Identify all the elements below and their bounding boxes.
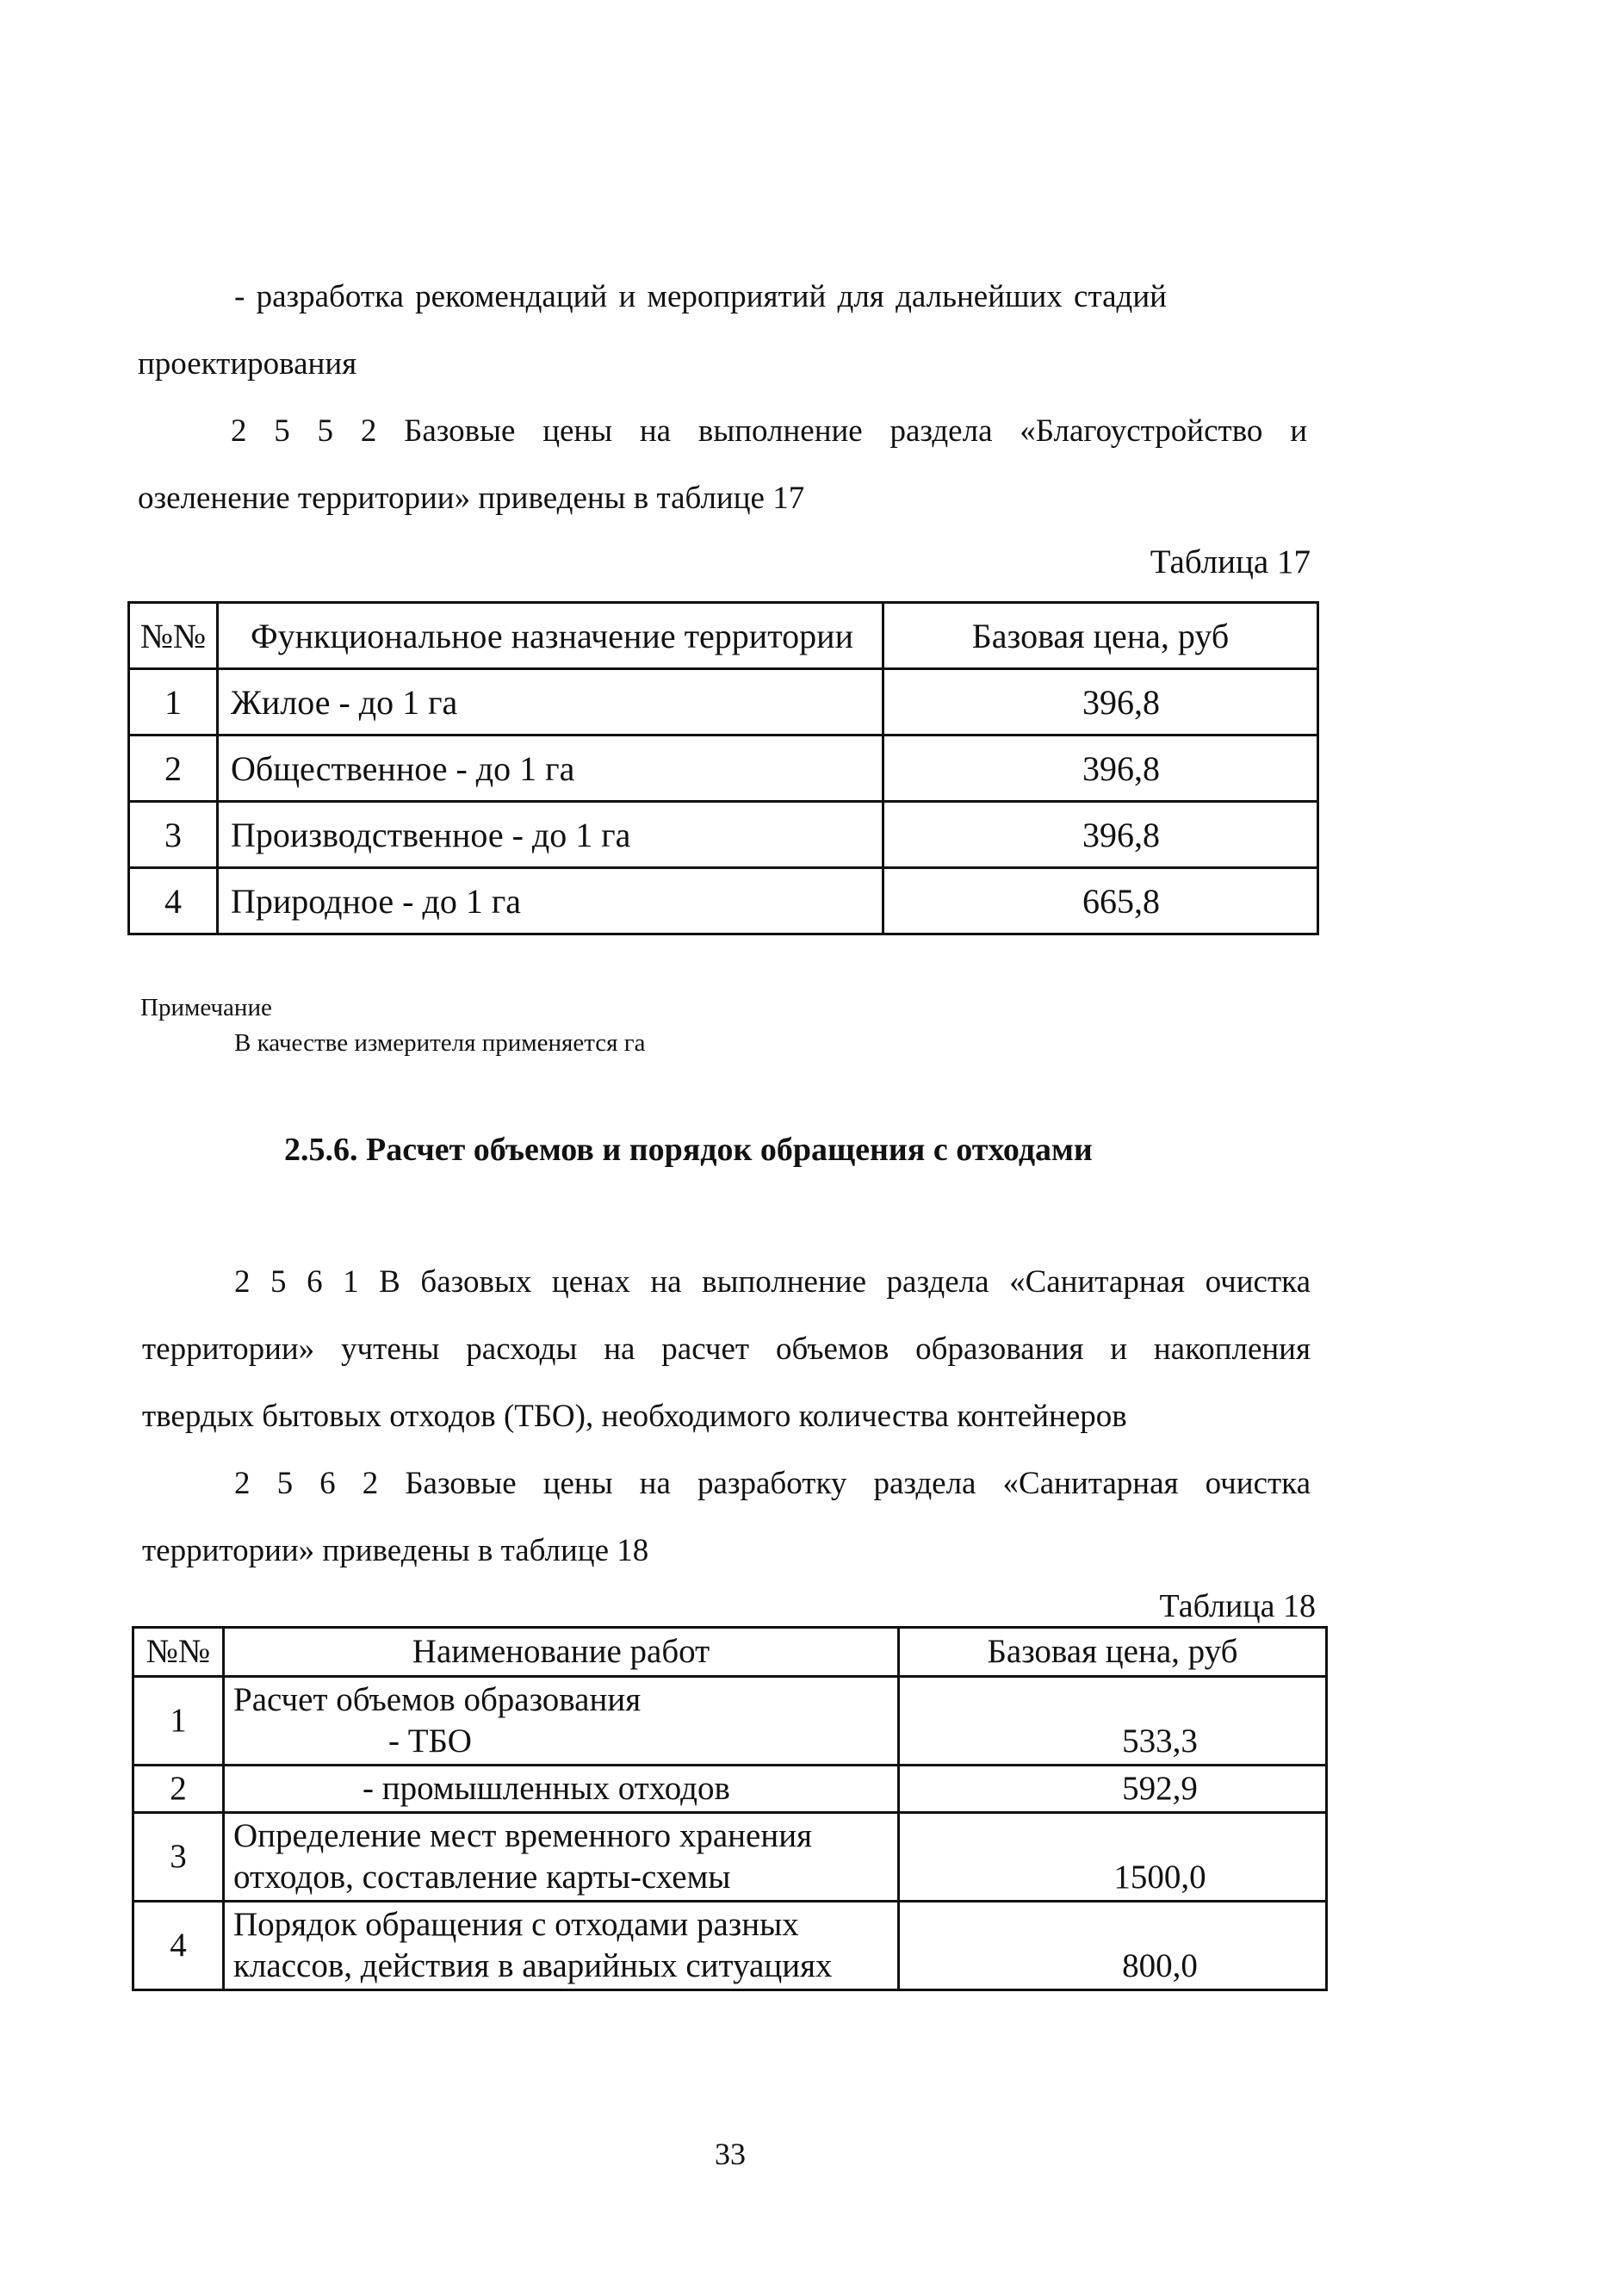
table-18-header-name: Наименование работ [224, 1628, 899, 1677]
page-number: 33 [715, 2137, 746, 2171]
table-18-row-4-name-line-2: классов, действия в аварийных ситуациях [233, 1947, 833, 1984]
table-18-row-1-name [224, 1677, 899, 1766]
table-row [133, 1813, 1327, 1902]
intro-line-2: проектирования [138, 346, 357, 382]
table-row [129, 736, 1318, 802]
table-18-row-3-price-cell [899, 1813, 1327, 1902]
table-row [129, 669, 1318, 736]
table-18-row-4-price: 800,0 [1122, 1947, 1198, 1984]
table-18-row-4-name [224, 1902, 899, 1990]
table-17-row-2-price: 396,8 [883, 736, 1318, 802]
table-17-row-3-price: 396,8 [883, 802, 1318, 868]
table-17-caption: Таблица 17 [1150, 543, 1311, 580]
table-18-row-1-price: 533,3 [1122, 1722, 1198, 1760]
table-17-header-row [129, 603, 1318, 669]
table-18 [132, 1626, 1328, 1991]
section-heading: 2.5.6. Расчет объемов и порядок обращения с отходами [284, 1132, 1093, 1168]
table-row [129, 868, 1318, 934]
table-17-header-price: Базовая цена, руб [883, 603, 1318, 669]
table-17-row-2-num: 2 [129, 736, 218, 802]
table-18-row-4-name-line-1: Порядок обращения с отходами разных [233, 1906, 799, 1943]
table-row [133, 1677, 1327, 1766]
table-17-row-4-name: Природное - до 1 га [218, 868, 883, 934]
table-17-row-1-name: Жилое - до 1 га [218, 669, 883, 736]
table-17-header-num: №№ [129, 603, 218, 669]
table-18-caption: Таблица 18 [1159, 1588, 1316, 1624]
table-17 [127, 601, 1319, 935]
table-17-row-4-price: 665,8 [883, 868, 1318, 934]
table-18-row-3-name [224, 1813, 899, 1902]
table-18-row-3-name-line-2: отходов, составление карты-схемы [233, 1859, 731, 1896]
note-title: Примечание [140, 994, 272, 1021]
table-18-row-2-price-cell [899, 1766, 1327, 1813]
table-18-row-3-price: 1500,0 [1113, 1859, 1206, 1896]
table-17-header-name: Функциональное назначение территории [218, 603, 883, 669]
table-18-row-4-price-cell [899, 1902, 1327, 1990]
table-17-row-1-num: 1 [129, 669, 218, 736]
table-18-header-row [133, 1628, 1327, 1677]
table-18-row-3-num: 3 [133, 1813, 224, 1902]
table-18-row-4-num: 4 [133, 1902, 224, 1990]
table-row [129, 802, 1318, 868]
table-17-row-4-num: 4 [129, 868, 218, 934]
intro-line-1: - разработка рекомендаций и мероприятий для дальнейших стадий [234, 279, 1167, 314]
table-18-row-2-num: 2 [133, 1766, 224, 1813]
table-17-row-1-price: 396,8 [883, 669, 1318, 736]
table-18-row-1-num: 1 [133, 1677, 224, 1766]
table-row [133, 1902, 1327, 1990]
table-17-row-2-name: Общественное - до 1 га [218, 736, 883, 802]
note-text: В качестве измерителя применяется га [234, 1029, 646, 1057]
para-2561-line-2: территории» учтены расходы на расчет объемов образования и накопления [142, 1331, 1311, 1367]
table-row [133, 1766, 1327, 1813]
table-18-row-2-price: 592,9 [1122, 1770, 1198, 1807]
table-17-row-3-name: Производственное - до 1 га [218, 802, 883, 868]
table-18-row-2-name [224, 1766, 899, 1813]
table-17-row-3-num: 3 [129, 802, 218, 868]
para-2552-line-1: 2 5 5 2 Базовые цены на выполнение раздела «Благоустройство и [231, 413, 1307, 449]
table-18-header-num: №№ [133, 1628, 224, 1677]
table-18-row-1-price-cell [899, 1677, 1327, 1766]
para-2561-line-1: 2 5 6 1 В базовых ценах на выполнение раздела «Санитарная очистка [234, 1264, 1311, 1300]
table-18-row-1-name-line-2: - ТБО [388, 1722, 472, 1760]
para-2552-line-2: озеленение территории» приведены в таблице 17 [138, 481, 805, 516]
table-18-row-2-name-line-1: - промышленных отходов [363, 1770, 730, 1807]
table-18-row-3-name-line-1: Определение мест временного хранения [233, 1817, 813, 1854]
para-2562-line-2: территории» приведены в таблице 18 [142, 1533, 649, 1568]
table-18-header-price: Базовая цена, руб [899, 1628, 1327, 1677]
para-2561-line-3: твердых бытовых отходов (ТБО), необходимого количества контейнеров [142, 1399, 1127, 1434]
para-2562-line-1: 2 5 6 2 Базовые цены на разработку раздела «Санитарная очистка [234, 1466, 1311, 1501]
table-18-row-1-name-line-1: Расчет объемов образования [233, 1681, 642, 1718]
